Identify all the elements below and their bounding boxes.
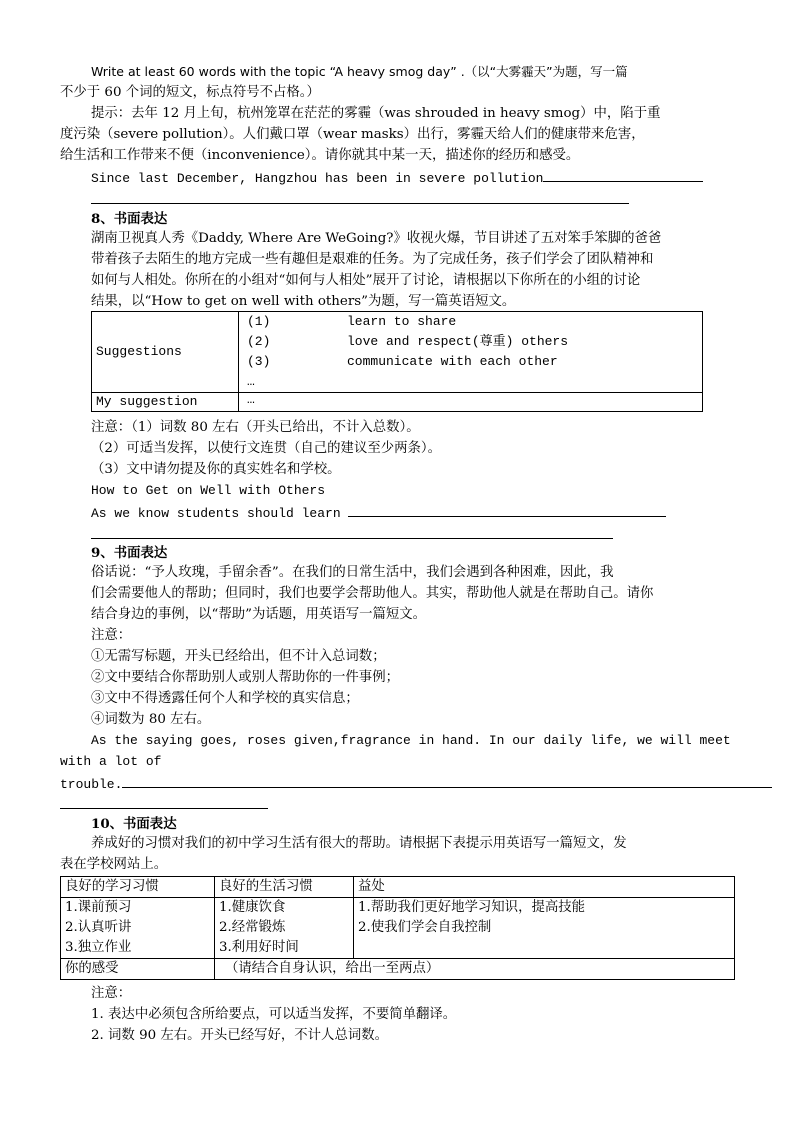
- s10-feeling-cell[interactable]: （请结合自身认识，给出一至两点）: [215, 959, 735, 980]
- s8-answer-blank[interactable]: [348, 502, 666, 517]
- s8-suggestion-table: [91, 311, 703, 412]
- s10-habits-table: [60, 876, 735, 980]
- s8-essay-start: [91, 502, 666, 524]
- s7-essay-start-text: Since last December, Hangzhou has been in severe pollution: [91, 171, 544, 186]
- s8-prompt-line1: 湖南卫视真人秀《Daddy, Where Are WeGoing?》收视火爆，节目讲述了五对笨手笨脚的爸爸: [91, 231, 662, 246]
- s9-essay-start-line1: As the saying goes, roses given,fragrance in hand. In our daily life, we will meet: [91, 733, 731, 748]
- s9-essay-start-text: trouble.: [60, 777, 123, 792]
- s7-hint-line2: 度污染（severe pollution）。人们戴口罩（wear masks）出行，雾霾天给人们的健康带来危害，: [60, 127, 645, 142]
- s8-my-suggestion-cell[interactable]: …: [239, 393, 703, 412]
- s8-prompt-line3: 如何与人相处。你所在的小组对“如何与人相处”展开了讨论，请根据以下你所在的小组的讨论: [91, 273, 641, 288]
- s8-answer-line[interactable]: [91, 538, 613, 539]
- s8-item-text: love and respect(尊重) others: [347, 334, 569, 349]
- s10-prompt-line2: 表在学校网站上。: [60, 857, 168, 872]
- s9-note3: ③文中不得透露任何个人和学校的真实信息；: [91, 691, 359, 706]
- s8-note1: 注意：（1）词数 80 左右（开头已给出，不计入总数）。: [91, 420, 420, 435]
- s10-life-item: 1.健康饮食: [219, 900, 286, 915]
- s10-study-cell: [61, 898, 215, 959]
- s10-col-benefit: 益处: [354, 877, 735, 898]
- s10-feeling-label: 你的感受: [61, 959, 215, 980]
- s8-my-suggestion-label: My suggestion: [92, 393, 239, 412]
- s8-my-suggestion-row: [92, 393, 703, 412]
- s10-benefit-cell: [354, 898, 735, 959]
- s9-note-heading: 注意：: [91, 628, 132, 643]
- s10-col-life: 良好的生活习惯: [215, 877, 354, 898]
- s10-col-study: 良好的学习习惯: [61, 877, 215, 898]
- s10-study-item: 2.认真听讲: [65, 920, 132, 935]
- s9-heading: 9、书面表达: [91, 545, 168, 561]
- s8-suggestion-item: [247, 352, 698, 372]
- s8-suggestions-label: Suggestions: [92, 312, 239, 393]
- s9-prompt-line3: 结合身边的事例，以“帮助”为话题，用英语写一篇短文。: [91, 607, 427, 622]
- s8-item-text: learn to share: [347, 314, 457, 329]
- s9-prompt-line2: 们会需要他人的帮助；但同时，我们也要学会帮助他人。其实，帮助他人就是在帮助自己。请你: [91, 586, 654, 601]
- s8-suggestion-item: [247, 332, 698, 352]
- s10-content-row: [61, 898, 735, 959]
- s7-answer-blank[interactable]: [543, 167, 703, 182]
- s10-note-heading: 注意：: [91, 986, 132, 1001]
- s9-prompt-line1: 俗话说：“予人玫瑰，手留余香”。在我们的日常生活中，我们会遇到各种困难，因此，我: [91, 565, 614, 580]
- s7-hint-line3: 给生活和工作带来不便（inconvenience）。请你就其中某一天，描述你的经历和感受。: [60, 148, 580, 163]
- s8-item-num: (1): [247, 314, 271, 329]
- s8-item-num: (2): [247, 334, 271, 349]
- s10-study-item: 1.课前预习: [65, 900, 132, 915]
- s10-benefit-item: 2.使我们学会自我控制: [358, 920, 492, 935]
- s10-note1: 1. 表达中必须包含所给要点，可以适当发挥，不要简单翻译。: [91, 1007, 457, 1022]
- s8-note2: （2）可适当发挥，以使行文连贯（自己的建议至少两条）。: [91, 441, 441, 456]
- s7-instruction-line2: 不少于 60 个词的短文，标点符号不占格。）: [60, 85, 320, 100]
- s8-suggestion-ellipsis: …: [247, 374, 255, 389]
- s10-life-item: 2.经常锻炼: [219, 920, 286, 935]
- s8-suggestions-cell: [239, 312, 703, 393]
- s10-study-item: 3.独立作业: [65, 940, 132, 955]
- s10-feeling-row: [61, 959, 735, 980]
- s8-suggestion-item: [247, 312, 698, 332]
- s8-suggestions-row: [92, 312, 703, 393]
- s8-prompt-line4: 结果，以“How to get on well with others”为题，写一篇英语短文。: [91, 294, 516, 309]
- s8-note3: （3）文中请勿提及你的真实姓名和学校。: [91, 462, 341, 477]
- s7-hint-line1: 提示：去年 12 月上旬，杭州笼罩在茫茫的雾霾（was shrouded in heavy smog）中，陷于重: [91, 106, 661, 121]
- s7-essay-start: [91, 167, 703, 189]
- s7-answer-line[interactable]: [91, 203, 629, 204]
- s9-essay-start-line3: [60, 773, 772, 795]
- s7-instruction-line1: Write at least 60 words with the topic “A heavy smog day” .（以“大雾霾天”为题，写一篇: [91, 64, 628, 79]
- s9-note2: ②文中要结合你帮助别人或别人帮助你的一件事例；: [91, 670, 399, 685]
- s8-heading: 8、书面表达: [91, 211, 168, 227]
- s10-life-item: 3.利用好时间: [219, 940, 299, 955]
- s8-essay-title: How to Get on Well with Others: [91, 483, 326, 498]
- s10-prompt-line1: 养成好的习惯对我们的初中学习生活有很大的帮助。请根据下表提示用英语写一篇短文，发: [91, 836, 627, 851]
- s8-item-num: (3): [247, 354, 271, 369]
- s8-item-text: communicate with each other: [347, 354, 558, 369]
- s10-heading: 10、书面表达: [91, 816, 177, 832]
- s9-note1: ①无需写标题，开头已经给出，但不计入总词数；: [91, 649, 386, 664]
- s10-benefit-item: 1.帮助我们更好地学习知识，提高技能: [358, 900, 586, 915]
- s8-prompt-line2: 带着孩子去陌生的地方完成一些有趣但是艰难的任务。为了完成任务，孩子们学会了团队精神和: [91, 252, 654, 267]
- s10-header-row: [61, 877, 735, 898]
- s9-essay-start-line2: with a lot of: [60, 754, 162, 769]
- s9-answer-blank[interactable]: [122, 773, 772, 788]
- s10-life-cell: [215, 898, 354, 959]
- s8-essay-start-text: As we know students should learn: [91, 506, 341, 521]
- s10-note2: 2. 词数 90 左右。开头已经写好，不计人总词数。: [91, 1028, 389, 1043]
- s9-answer-line[interactable]: [60, 808, 268, 809]
- s9-note4: ④词数为 80 左右。: [91, 712, 211, 727]
